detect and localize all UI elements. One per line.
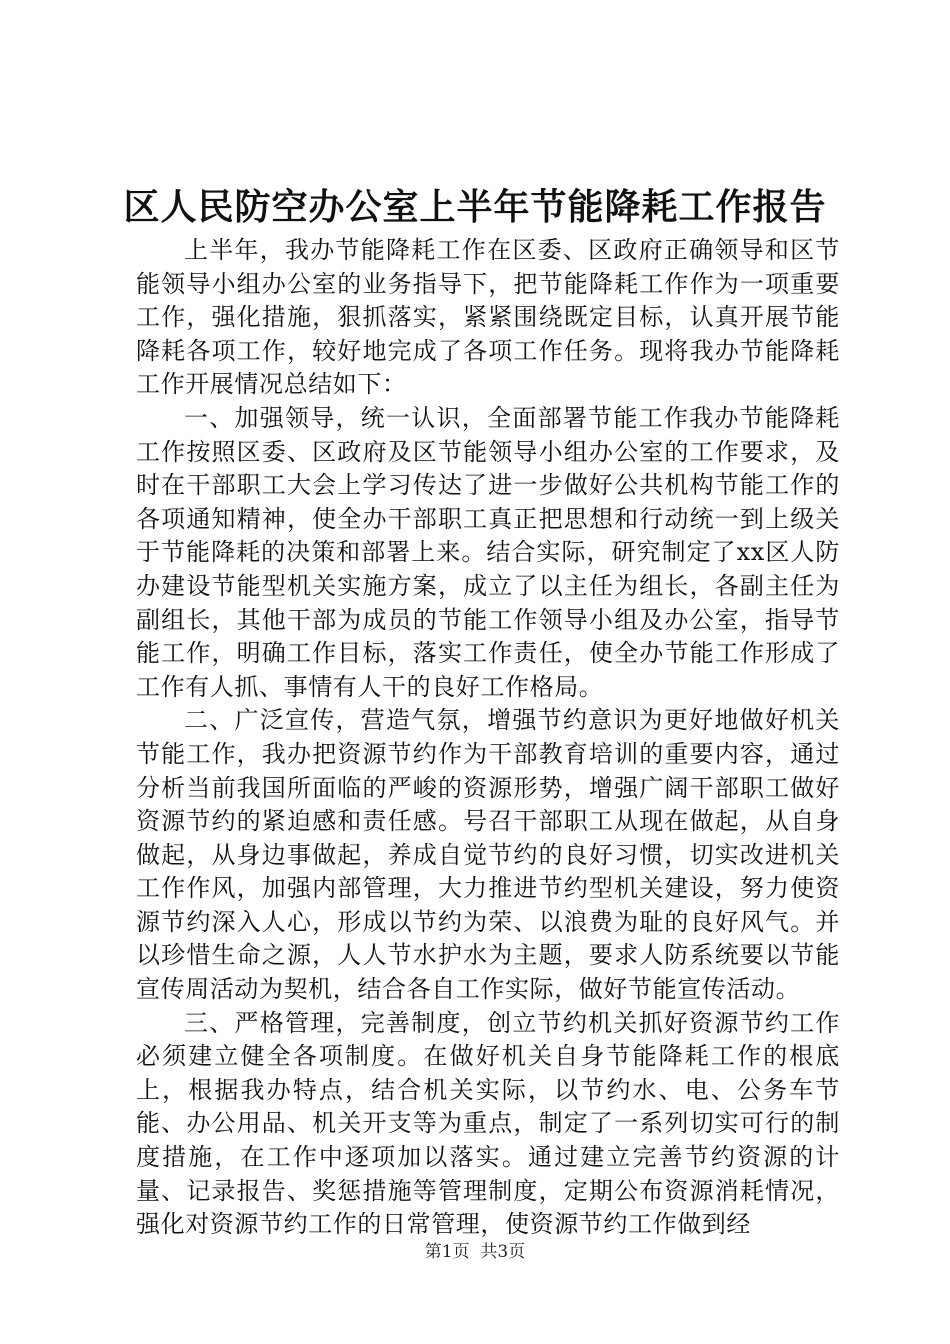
paragraph-section-3: 三、严格管理，完善制度，创立节约机关抓好资源节约工作必须建立健全各项制度。在做好机关自身节能降耗工作的根底上，根据我办特点，结合机关实际，以节约水、电、公务车节能、办公用品、机关开支等为重点，制定了一系列切实可行的制度措施，在工作中逐项加以落实。通过建立完善节约资源的计量、记录报告、奖惩措施等管理制度，定期公布资源消耗情况，强化对资源节约工作的日常管理，使资源节约工作做到经: [136, 1008, 840, 1239]
paragraph-intro: 上半年，我办节能降耗工作在区委、区政府正确领导和区节能领导小组办公室的业务指导下，把节能降耗工作作为一项重要工作，强化措施，狠抓落实，紧紧围绕既定目标，认真开展节能降耗各项工作，较好地完成了各项工作任务。现将我办节能降耗工作开展情况总结如下：: [136, 236, 840, 399]
paragraph-section-1: 一、加强领导，统一认识，全面部署节能工作我办节能降耗工作按照区委、区政府及区节能领导小组办公室的工作要求，及时在干部职工大会上学习传达了进一步做好公共机构节能工作的各项通知精神，使全办干部职工真正把思想和行动统一到上级关于节能降耗的决策和部署上来。结合实际，研究制定了xx区人防办建设节能型机关实施方案，成立了以主任为组长，各副主任为副组长，其他干部为成员的节能工作领导小组及办公室，指导节能工作，明确工作目标，落实工作责任，使全办节能工作形成了工作有人抓、事情有人干的良好工作格局。: [136, 403, 840, 701]
page-footer: [0, 1241, 950, 1263]
document-title: 区人民防空办公室上半年节能降耗工作报告: [123, 186, 827, 228]
paragraph-section-2: 二、广泛宣传，营造气氛，增强节约意识为更好地做好机关节能工作，我办把资源节约作为干部教育培训的重要内容，通过分析当前我国所面临的严峻的资源形势，增强广阔干部职工做好资源节约的紧迫感和责任感。号召干部职工从现在做起，从自身做起，从身边事做起，养成自觉节约的良好习惯，切实改进机关工作作风，加强内部管理，大力推进节约型机关建设，努力使资源节约深入人心，形成以节约为荣、以浪费为耻的良好风气。并以珍惜生命之源，人人节水护水为主题，要求人防系统要以节能宣传周活动为契机，结合各自工作实际，做好节能宣传活动。: [136, 706, 840, 1004]
page-number: 第1页: [424, 1242, 470, 1262]
page-total: 共3页: [480, 1242, 526, 1262]
document-body: [136, 234, 840, 1242]
